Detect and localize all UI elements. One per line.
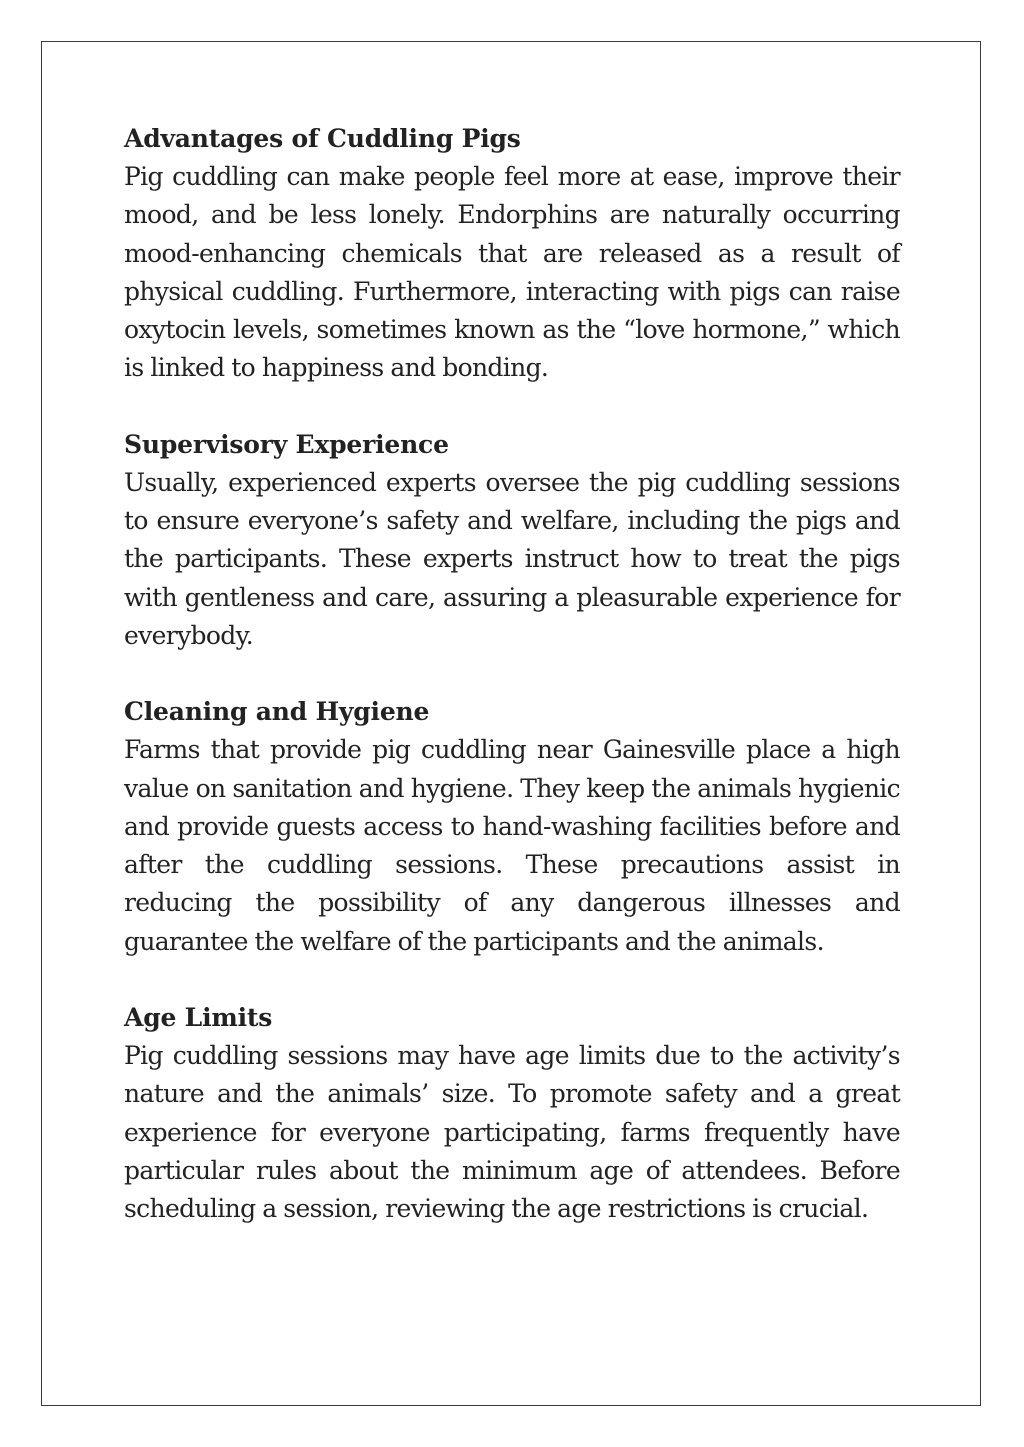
section-paragraph: Pig cuddling can make people feel more at ease, improve their mood, and be less lonely. Endorphins are naturally occurring mood-enhancing chemicals that are released as a result of physical cuddling. Furthermore, interacting with pigs can raise oxytocin levels, sometimes known as the “love hormone,” which is linked to happiness and bonding. — [124, 162, 900, 383]
section-title: Cleaning and Hygiene — [124, 697, 430, 727]
section-title: Supervisory Experience — [124, 429, 449, 459]
section-paragraph: Farms that provide pig cuddling near Gainesville place a high value on sanitation and hygiene. They keep the animals hygienic and provide guests access to hand-washing facilities before and after the cuddling sessions. These precautions assist in reducing the possibility of any dangerous illnesses and guarantee the welfare of the participants and the animals. — [124, 735, 900, 956]
section-hygiene — [124, 693, 900, 961]
section-paragraph: Usually, experienced experts oversee the pig cuddling sessions to ensure everyone’s safety and welfare, including the pigs and the participants. These experts instruct how to treat the pigs with gentleness and care, assuring a pleasurable experience for everybody. — [124, 467, 900, 650]
section-title: Advantages of Cuddling Pigs — [124, 124, 521, 153]
section-title: Age Limits — [124, 1003, 273, 1033]
section-paragraph: Pig cuddling sessions may have age limits due to the activity’s nature and the animals’ size. To promote safety and a great experience for everyone participating, farms frequently have particular rules about the minimum age of attendees. Before scheduling a session, reviewing the age restrictions is crucial. — [124, 1041, 900, 1224]
section-age-limits — [124, 999, 900, 1228]
section-supervisory — [124, 426, 900, 655]
section-advantages — [124, 120, 900, 388]
document-content — [124, 120, 900, 1267]
